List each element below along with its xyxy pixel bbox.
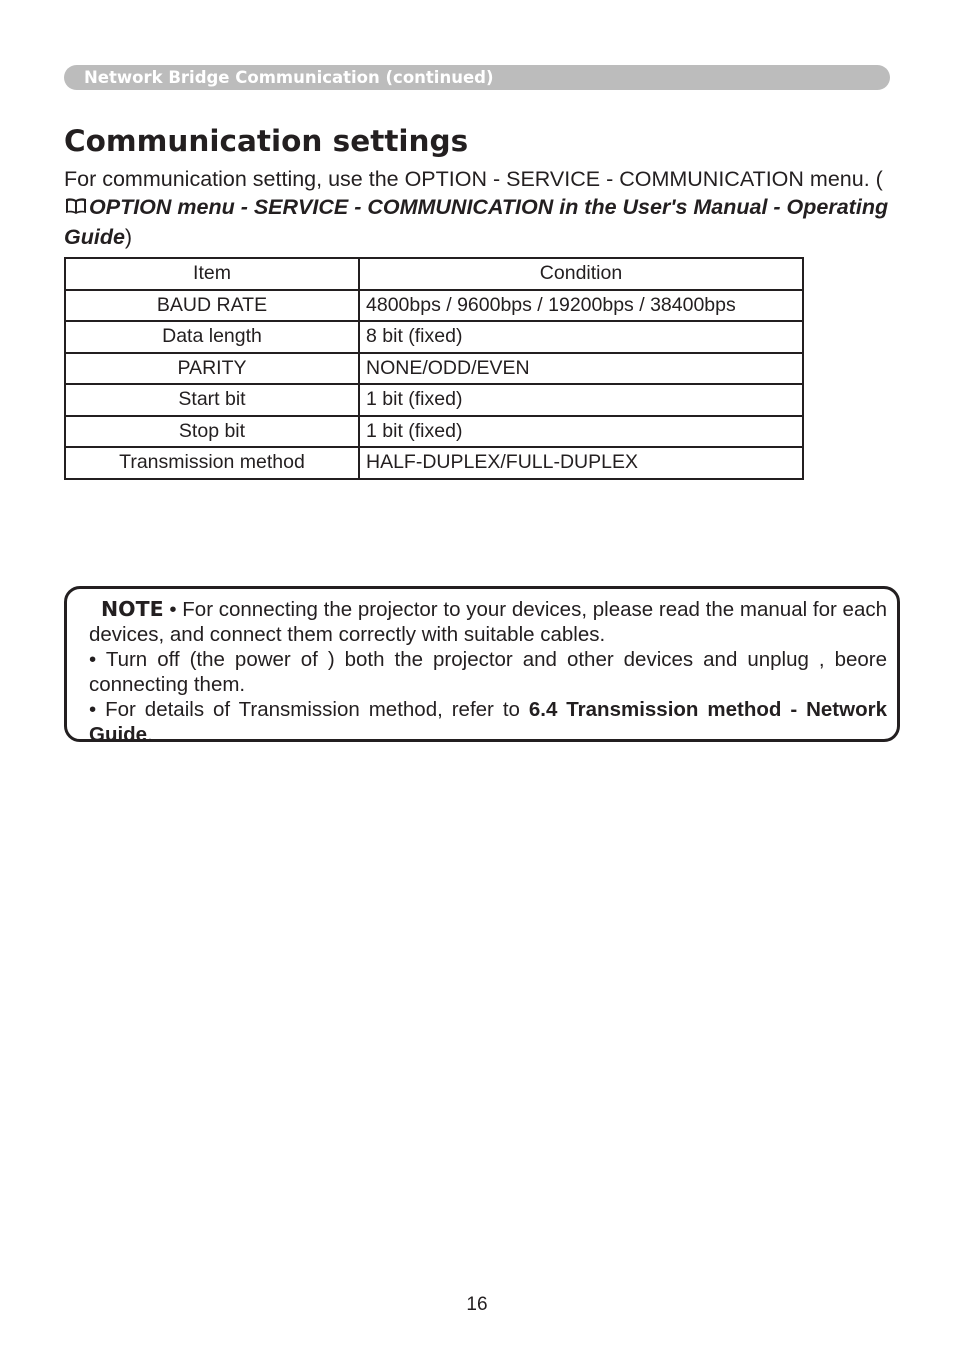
note-bullet: • (169, 598, 177, 621)
table-cell-item: PARITY (65, 353, 359, 385)
note-item-3-prefix: For details of Transmission method, refer to (105, 698, 529, 721)
table-row (65, 384, 803, 416)
note-item-1 (89, 597, 887, 647)
table-row (65, 416, 803, 448)
note-item-3-suffix: . (147, 723, 153, 746)
page-title: Communication settings (64, 124, 469, 158)
table-cell-condition: 1 bit (fixed) (359, 384, 803, 416)
note-item-1-text: For connecting the projector to your devices, please read the manual for each devices, and connect them correctly with suitable cables. (89, 598, 887, 646)
intro-text: For communication setting, use the OPTION - SERVICE - COMMUNICATION menu. (64, 167, 870, 191)
table-cell-item: Transmission method (65, 447, 359, 479)
table-cell-item: Stop bit (65, 416, 359, 448)
manual-reference-link[interactable]: OPTION menu - SERVICE - COMMUNICATION in the User's Manual - Operating Guide (64, 195, 889, 249)
note-item-3 (89, 697, 887, 747)
note-label: NOTE (101, 597, 164, 621)
book-icon (64, 195, 88, 223)
page-number: 16 (466, 1294, 488, 1315)
intro-paragraph (64, 165, 894, 251)
table-row (65, 447, 803, 479)
table-cell-item: BAUD RATE (65, 290, 359, 322)
table-cell-condition: 1 bit (fixed) (359, 416, 803, 448)
table-row (65, 321, 803, 353)
column-header-condition: Condition (359, 258, 803, 290)
ref-close-paren: ) (124, 225, 133, 249)
communication-settings-table (64, 257, 804, 480)
table-cell-condition: HALF-DUPLEX/FULL-DUPLEX (359, 447, 803, 479)
table-cell-condition: NONE/ODD/EVEN (359, 353, 803, 385)
ref-open-paren: ( (869, 167, 883, 191)
section-header-title: Network Bridge Communication (continued) (84, 68, 494, 87)
table-row (65, 290, 803, 322)
table-cell-condition: 4800bps / 9600bps / 19200bps / 38400bps (359, 290, 803, 322)
network-guide-reference[interactable]: 6.4 Transmission method - Network Guide (89, 698, 887, 746)
note-box (64, 586, 900, 746)
note-bullet: • (89, 648, 97, 671)
note-item-2 (89, 647, 887, 697)
table-cell-condition: 8 bit (fixed) (359, 321, 803, 353)
column-header-item: Item (65, 258, 359, 290)
table-cell-item: Data length (65, 321, 359, 353)
section-header-bar (64, 65, 890, 90)
table-cell-item: Start bit (65, 384, 359, 416)
note-bullet: • (89, 698, 97, 721)
note-item-2-text: Turn off (the power of ) both the projector and other devices and unplug , beore connecting them. (89, 648, 888, 696)
table-header-row (65, 258, 803, 290)
table-row (65, 353, 803, 385)
